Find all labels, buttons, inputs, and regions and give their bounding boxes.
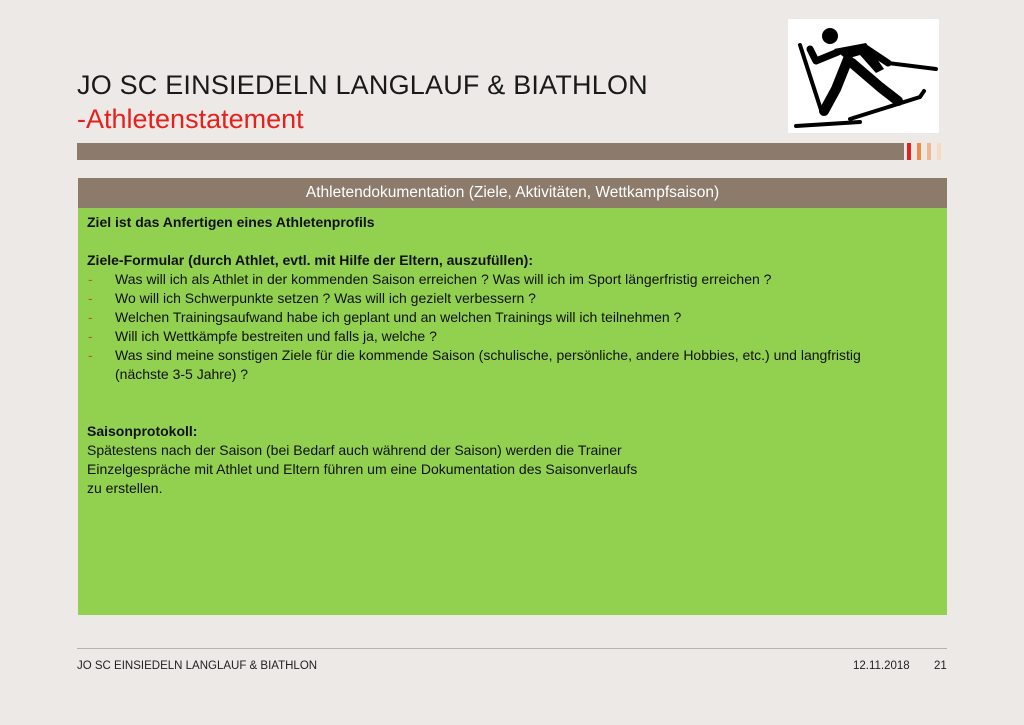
bullet-marker: - (88, 290, 93, 306)
title-underline-bar (77, 143, 904, 160)
table-header (78, 178, 947, 208)
bullet-text: Welchen Trainingsaufwand habe ich geplant und an welchen Trainings will ich teilnehmen ? (115, 309, 682, 325)
form-heading: Ziele-Formular (durch Athlet, evtl. mit Hilfe der Eltern, auszufüllen): (87, 252, 533, 268)
goal-text: Ziel ist das Anfertigen eines Athletenprofils (87, 214, 375, 230)
list-item (87, 308, 947, 327)
bullet-marker: - (88, 271, 93, 287)
bullet-text: Will ich Wettkämpfe bestreiten und falls ja, welche ? (115, 328, 437, 344)
list-item (87, 289, 947, 308)
page-title-line1: JO SC EINSIEDELN LANGLAUF & BIATHLON (77, 70, 648, 100)
protocol-heading: Saisonprotokoll: (87, 423, 198, 439)
protocol-line: zu erstellen. (87, 480, 163, 496)
logo (788, 19, 939, 133)
bullet-text: Was will ich als Athlet in der kommenden Saison erreichen ? Was will ich im Sport längerfristig erreichen ? (115, 271, 772, 287)
table-header-label: Athletendokumentation (Ziele, Aktivitäten, Wettkampfsaison) (305, 184, 720, 201)
bullet-text: Was sind meine sonstigen Ziele für die kommende Saison (schulische, persönliche, andere Hobbies, etc.) und langfristig (nächste 3-5 Jahre) ? (115, 347, 861, 382)
bullet-marker: - (88, 328, 93, 344)
footer-title: JO SC EINSIEDELN LANGLAUF & BIATHLON (77, 660, 318, 672)
footer-date: 12.11.2018 (853, 660, 910, 672)
list-item (87, 270, 947, 289)
protocol-line: Spätestens nach der Saison (bei Bedarf auch während der Saison) werden die Trainer (87, 442, 622, 458)
page-number: 21 (934, 660, 947, 672)
stripe (917, 143, 921, 160)
footer-divider (77, 648, 947, 649)
bullet-list (87, 270, 947, 384)
bullet-marker: - (88, 309, 93, 325)
list-item (87, 327, 947, 346)
table-body (78, 208, 947, 615)
bullet-text: Wo will ich Schwerpunkte setzen ? Was will ich gezielt verbessern ? (115, 290, 536, 306)
page-title-line2: -Athletenstatement (77, 104, 304, 134)
stripe (907, 143, 911, 160)
protocol-line: Einzelgespräche mit Athlet und Eltern führen um eine Dokumentation des Saisonverlaufs (87, 461, 638, 477)
bullet-marker: - (88, 347, 93, 363)
list-item (87, 346, 947, 384)
stripe (937, 143, 941, 160)
stripe (927, 143, 931, 160)
cross-country-skier-icon (788, 19, 939, 133)
